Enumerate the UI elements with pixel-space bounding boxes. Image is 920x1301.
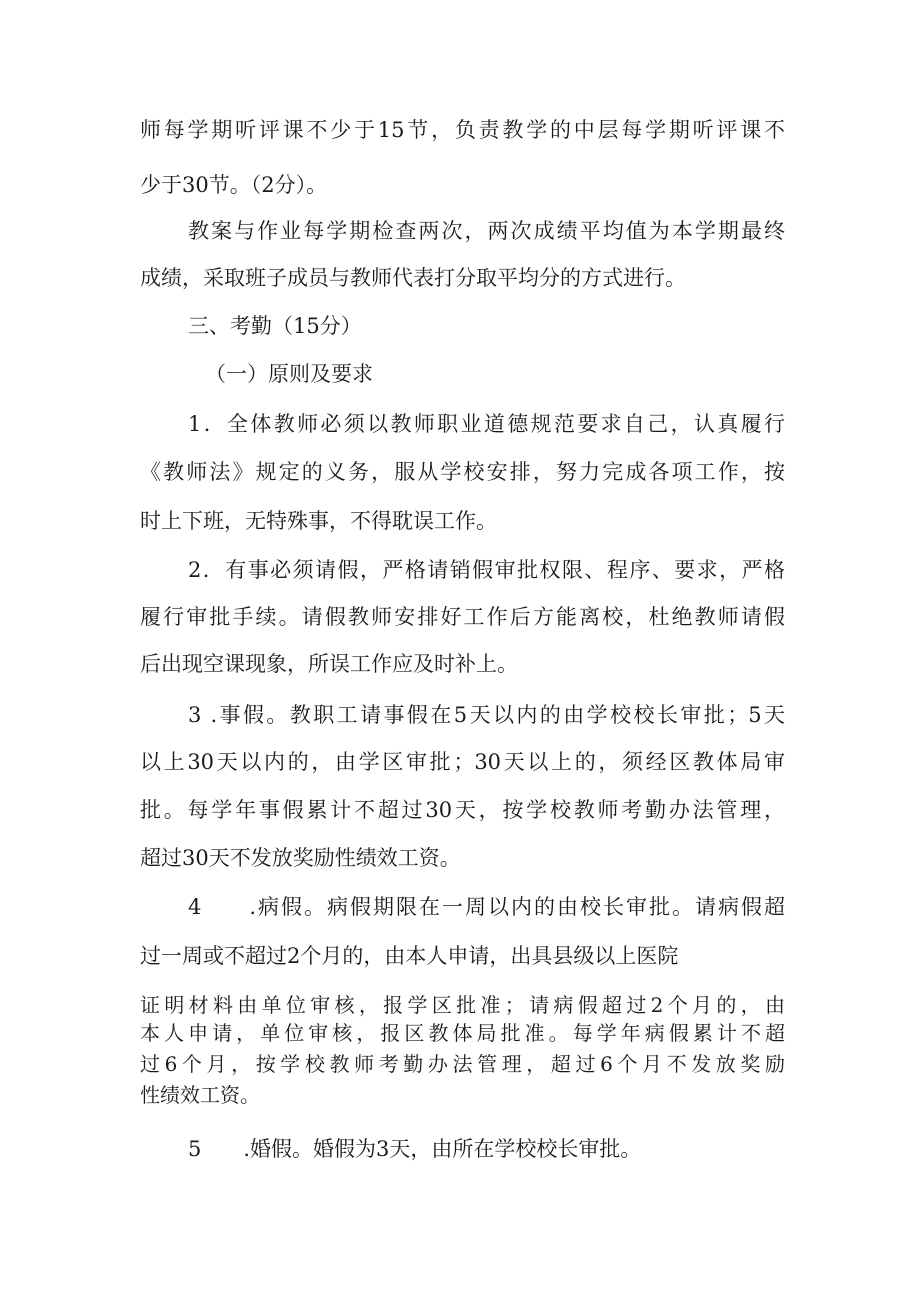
list-item-3-line: 3 .事假。教职工请事假在5天以内的由学校校长审批；5天 — [188, 703, 785, 727]
text-line: 过6个月，按学校教师考勤办法管理，超过6个月不发放奖励 — [140, 1052, 785, 1076]
subsection-heading: （一）原则及要求 — [205, 362, 373, 386]
text-line: 性绩效工资。 — [140, 1083, 260, 1107]
list-item-1-line: 1．全体教师必须以教师职业道德规范要求自己，认真履行 — [188, 412, 785, 436]
text-line: 后出现空课现象，所误工作应及时补上。 — [140, 652, 518, 676]
list-item-2-line: 2．有事必须请假，严格请销假审批权限、程序、要求，严格 — [188, 558, 785, 582]
list-item-5-line: 5 .婚假。婚假为3天，由所在学校校长审批。 — [188, 1137, 642, 1161]
text-line: 履行审批手续。请假教师安排好工作后方能离校，杜绝教师请假 — [140, 605, 785, 629]
text-line: 少于30节。（2分）。 — [140, 173, 328, 197]
text-line: 师每学期听评课不少于15节，负责教学的中层每学期听评课不 — [140, 118, 785, 142]
paragraph-first-line: 教案与作业每学期检查两次，两次成绩平均值为本学期最终 — [188, 219, 785, 243]
text-line: 本人申请，单位审核，报区教体局批准。每学年病假累计不超 — [140, 1021, 785, 1045]
text-line: 《教师法》规定的义务，服从学校安排，努力完成各项工作，按 — [140, 460, 785, 484]
list-item-4-line: 4 .病假。病假期限在一周以内的由校长审批。请病假超 — [188, 895, 785, 919]
text-line: 以上30天以内的，由学区审批；30天以上的，须经区教体局审 — [140, 750, 785, 774]
text-line: 证明材料由单位审核，报学区批准；请病假超过2个月的，由 — [140, 993, 785, 1017]
text-line: 过一周或不超过2个月的，由本人申请，出具县级以上医院 — [140, 944, 679, 968]
section-heading: 三、考勤（15分） — [188, 314, 362, 338]
text-line: 超过30天不发放奖励性绩效工资。 — [140, 846, 461, 870]
text-line: 时上下班，无特殊事，不得耽误工作。 — [140, 509, 497, 533]
text-line: 成绩，采取班子成员与教师代表打分取平均分的方式进行。 — [140, 266, 686, 290]
text-line: 批。每学年事假累计不超过30天，按学校教师考勤办法管理， — [140, 798, 785, 822]
